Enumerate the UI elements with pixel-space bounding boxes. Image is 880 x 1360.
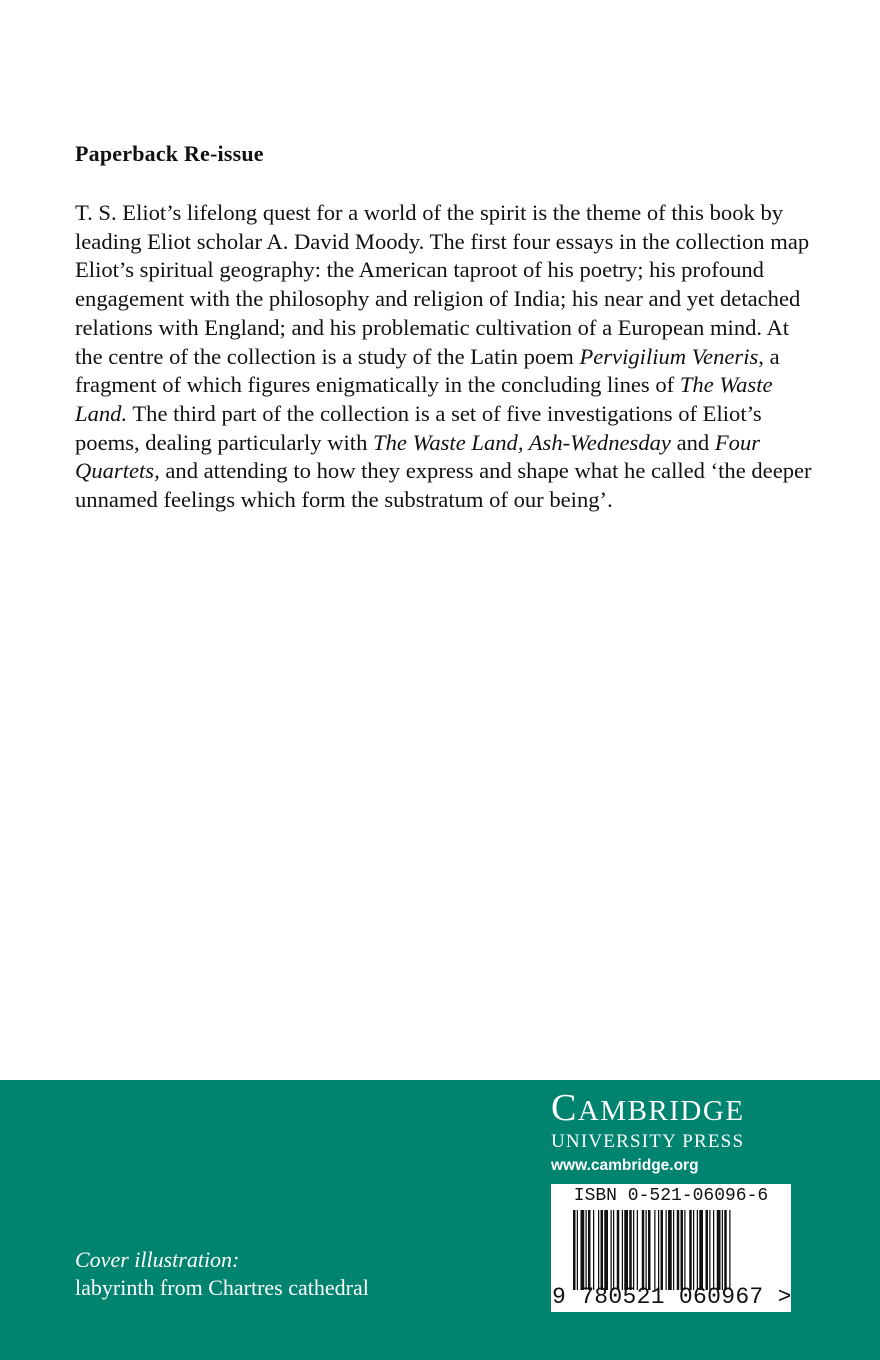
barcode-bar — [677, 1210, 680, 1290]
barcode-bar — [713, 1210, 714, 1290]
barcode-bar — [709, 1210, 710, 1290]
blurb-text-1: T. S. Eliot’s lifelong quest for a world of the spirit is the theme of this book by leading Eliot scholar A. David Moody. The first four essays in the collection map Eliot’s spiritual geography: the American taproot of his poetry; his profound engagement with the philosophy and religion of India; his near and yet detached relations with England; and his problematic cultivation of a European mind. At the centre of the collection is a study of the Latin poem — [75, 200, 810, 369]
title-four-quartets: Four Quartets, — [75, 429, 761, 484]
barcode-bar — [586, 1210, 587, 1290]
blurb-text-3: The third part of the collection is a set of five investigations of Eliot’s poems, dealing particularly with — [75, 400, 762, 455]
publisher-url: www.cambridge.org — [551, 1157, 699, 1174]
barcode-bar — [593, 1210, 594, 1290]
barcode-bar — [611, 1210, 612, 1290]
barcode-bar — [613, 1210, 614, 1290]
cover-credit-label: Cover illustration: — [75, 1247, 240, 1272]
blurb-text-4: and — [670, 429, 715, 455]
barcode-bar — [684, 1210, 685, 1290]
publisher-name-rest: AMBRIDGE — [577, 1095, 745, 1127]
barcode-bar — [668, 1210, 672, 1290]
section-heading: Paperback Re-issue — [75, 141, 264, 166]
barcode-bars — [551, 1210, 791, 1290]
barcode-bar — [673, 1210, 674, 1290]
barcode-bar — [598, 1210, 599, 1290]
publisher-subtitle: UNIVERSITY PRESS — [551, 1131, 745, 1152]
barcode-bar — [629, 1210, 632, 1290]
ean-text: 9 780521 060967 > — [552, 1284, 792, 1310]
barcode-bar — [697, 1210, 698, 1290]
barcode-bar — [577, 1210, 578, 1290]
barcode-bar — [658, 1210, 659, 1290]
barcode-bar — [604, 1210, 608, 1290]
barcode-bar — [681, 1210, 684, 1290]
title-waste-land: The Waste Land. — [75, 372, 773, 426]
barcode-bar — [617, 1210, 620, 1290]
title-pervigilium: Pervigilium Veneris — [579, 343, 759, 369]
barcode-bar — [722, 1210, 723, 1290]
barcode-bar — [581, 1210, 585, 1290]
barcode-bar — [646, 1210, 647, 1290]
barcode-bar — [648, 1210, 651, 1290]
barcode-bar — [637, 1210, 638, 1290]
title-waste-land-ash-wednesday: The Waste Land, Ash-Wednesday — [373, 429, 671, 455]
barcode-bar — [661, 1210, 664, 1290]
blurb-text-5: and attending to how they express and shape what he called ‘the deeper unnamed feelings which form the substratum of our being’. — [75, 458, 812, 513]
barcode-bar — [633, 1210, 634, 1290]
barcode-bar — [622, 1210, 623, 1290]
barcode-bar — [699, 1210, 703, 1290]
barcode-bar — [588, 1210, 591, 1290]
barcode-bar — [689, 1210, 692, 1290]
cover-credit — [75, 1246, 369, 1302]
cover-credit-value: labyrinth from Chartres cathedral — [75, 1275, 369, 1300]
barcode-bar — [624, 1210, 628, 1290]
barcode-bar — [573, 1210, 576, 1290]
barcode-bar — [706, 1210, 709, 1290]
barcode-bar — [666, 1210, 667, 1290]
publisher-name-initial: C — [551, 1087, 578, 1129]
blurb-text-2: , a fragment of which figures enigmatically in the concluding lines of — [75, 343, 780, 398]
barcode-bar — [717, 1210, 721, 1290]
barcode-box — [551, 1184, 791, 1312]
publisher-name — [551, 1089, 745, 1130]
publisher-logo — [551, 1089, 745, 1175]
barcode-bar — [693, 1210, 694, 1290]
isbn-text: ISBN 0-521-06096-6 — [573, 1186, 769, 1206]
barcode-bar — [729, 1210, 730, 1290]
barcode-bar — [724, 1210, 727, 1290]
barcode-bar — [642, 1210, 645, 1290]
barcode-bar — [654, 1210, 655, 1290]
description-paragraph — [75, 199, 815, 515]
barcode-bar — [601, 1210, 604, 1290]
